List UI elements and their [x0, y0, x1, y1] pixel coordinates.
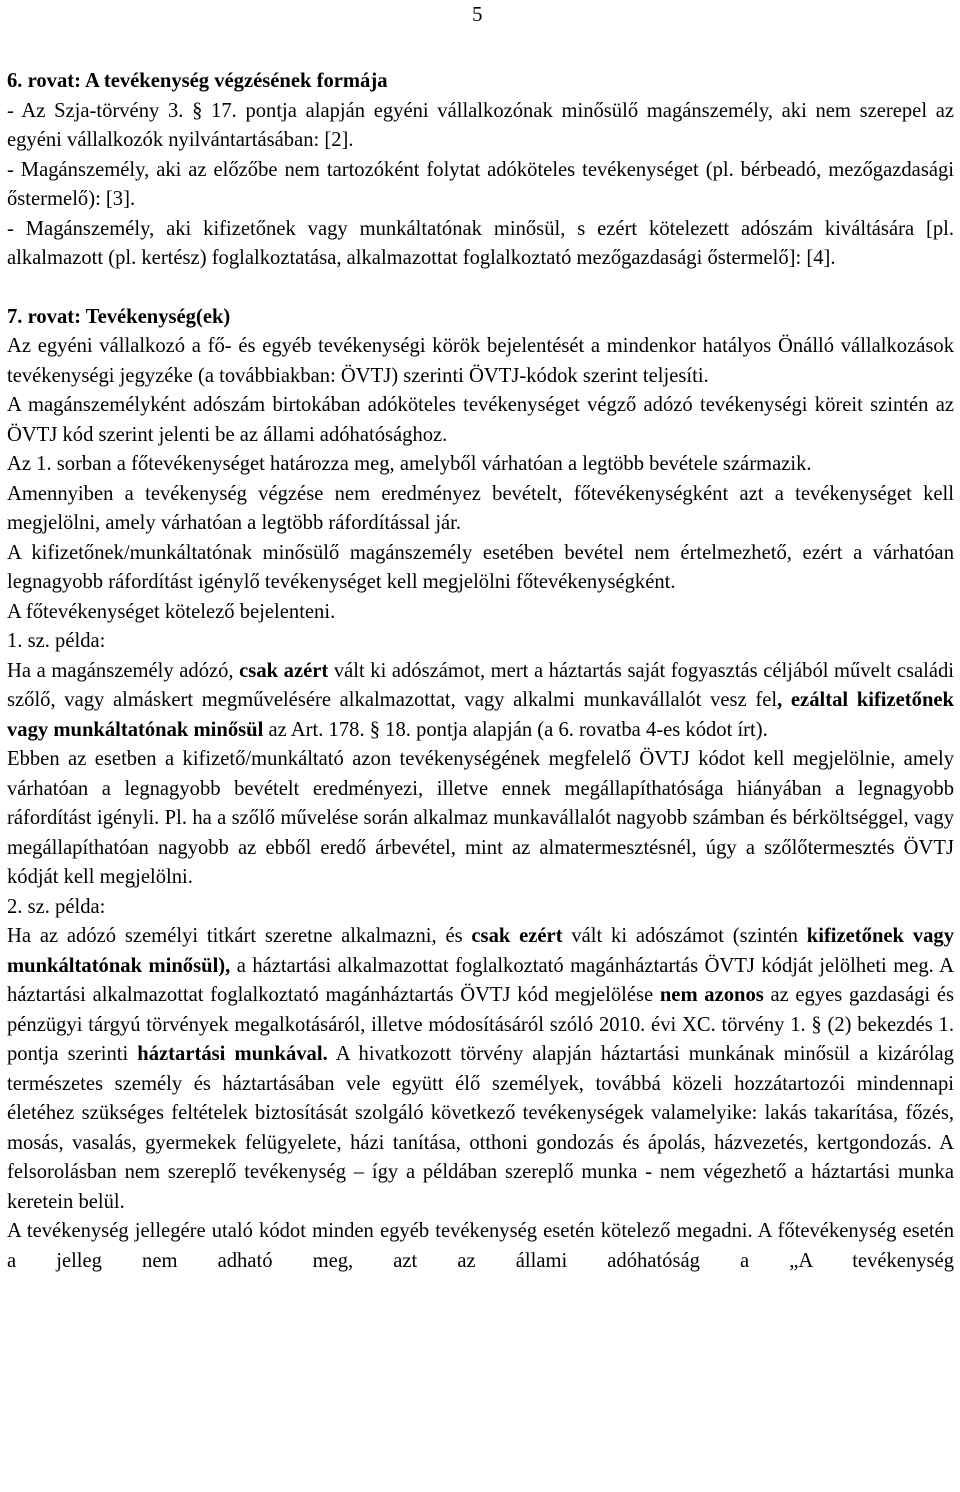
text-run: Ha az adózó személyi titkárt szeretne alkalmazni, és: [7, 925, 472, 947]
text-run: az Art. 178. § 18. pontja alapján (a 6. rovatba 4-es kódot írt).: [263, 718, 768, 741]
section-7: [7, 303, 954, 1277]
bold-text: csak azért: [239, 659, 329, 682]
section-7-paragraph: Az 1. sorban a főtevékenységet határozza meg, amelyből várhatóan a legtöbb bevétele származik.: [7, 453, 812, 475]
bold-text: nem azonos: [659, 984, 764, 1006]
section-7-paragraph: Amennyiben a tevékenység végzése nem eredményez bevételt, főtevékenységként azt a tevékenységet kell megjelölni, amely várhatóan a legtöbb ráfordítással jár.: [7, 482, 954, 534]
section-6-item: - Magánszemély, aki az előzőbe nem tartozóként folytat adóköteles tevékenységet (pl. bérbeadó, mezőgazdasági őstermelő): [3].: [7, 158, 954, 210]
page-number: 5: [472, 2, 483, 26]
bold-text: csak ezért: [471, 925, 563, 947]
section-7-heading: 7. rovat: Tevékenység(ek): [7, 305, 231, 328]
text-run: vált ki adószámot, mert a háztartás saját fogyasztás céljából művelt családi szőlő, vagy almáskert megművelésére alkalmazottat, vagy alkalmi munkavállalót vesz fel: [7, 659, 954, 711]
section-7-paragraph: Az egyéni vállalkozó a fő- és egyéb tevékenységi körök bejelentését a mindenkor hatályos Önálló vállalkozások tevékenységi jegyzéke (a továbbiakban: ÖVTJ) szerinti ÖVTJ-kódok szerint teljesíti.: [7, 335, 954, 387]
example-1-explanation: Ebben az esetben a kifizető/munkáltató azon tevékenységének megfelelő ÖVTJ kódot kell megjelölnie, amely várhatóan a legnagyobb bevételt eredményezi, illetve ennek megállapíthatósága hiányában a legnagyobb ráfordítást igényli. Pl. ha a szőlő művelése során alkalmaz munkavállalót nagyobb számban és bérköltséggel, vagy megállapíthatóan nagyobb az ebből eredő árbevétel, mint az almatermesztésnél, úgy a szőlőtermesztés ÖVTJ kódját kell megjelölni.: [7, 748, 954, 888]
section-6-item: - Az Szja-törvény 3. § 17. pontja alapján egyéni vállalkozónak minősülő magánszemély, aki nem szerepel az egyéni vállalkozók nyilvántartásában: [2].: [7, 99, 954, 151]
example-2-paragraph: [7, 922, 954, 1217]
text-run: A hivatkozott törvény alapján háztartási munkának minősül a kizárólag természetes személy és háztartásában vele együtt élő személyek, továbbá közeli hozzátartozói mindennapi életéhez szükséges feltételek biztosítását szolgáló következő tevékenységek valamelyike: lakás takarítása, főzés, mosás, vasalás, gyermekek felügyelete, házi tanítása, otthoni gondozás és ápolás, házvezetés, kertgondozás. A felsorolásban nem szereplő tevékenység – így a példában szereplő munka - nem végezhető a háztartási munka keretein belül.: [7, 1043, 954, 1213]
example-1-paragraph: [7, 657, 954, 746]
bold-text: háztartási munkával.: [137, 1043, 328, 1065]
example-2-label: 2. sz. példa:: [7, 895, 106, 918]
section-7-paragraph: A főtevékenységet kötelező bejelenteni.: [7, 600, 336, 623]
text-run: Ha a magánszemély adózó,: [7, 659, 240, 682]
text-run: a háztartási alkalmazottat foglalkoztató magánháztartás ÖVTJ kódját jelölheti meg. A háztartási alkalmazottat foglalkoztató magánháztartás ÖVTJ kód megjelölése: [7, 954, 954, 1006]
text-run: vált ki adószámot (szintén: [562, 925, 807, 947]
bold-text: kifizetőnek vagy munkáltatónak minősül),: [7, 925, 954, 977]
bold-text: , ezáltal kifizetőnek vagy munkáltatónak minősül: [7, 689, 955, 741]
section-6-item: - Magánszemély, aki kifizetőnek vagy munkáltatónak minősül, s ezért kötelezett adószám kiváltására [pl. alkalmazott (pl. kertész) foglalkoztatása, alkalmazottat foglalkoztató mezőgazdasági őstermelő]: [4].: [7, 217, 954, 269]
section-6-heading: 6. rovat: A tevékenység végzésének formája: [7, 70, 388, 92]
page-content: [7, 67, 954, 1276]
text-run: az egyes gazdasági és pénzügyi tárgyú törvények megalkotásáról, illetve módosításáról szóló 2010. évi XC. törvény 1. § (2) bekezdés 1. pontja szerinti: [7, 984, 954, 1065]
section-6: [7, 67, 954, 274]
example-2-closing-paragraph: A tevékenység jellegére utaló kódot minden egyéb tevékenység esetén kötelező megadni. A főtevékenység esetén a jelleg nem adható meg, azt az állami adóhatóság a „A tevékenység: [7, 1220, 954, 1272]
section-7-paragraph: A magánszemélyként adószám birtokában adóköteles tevékenységet végző adózó tevékenységi köreit szintén az ÖVTJ kód szerint jelenti be az állami adóhatósághoz.: [7, 394, 954, 446]
example-1-label: 1. sz. példa:: [7, 630, 106, 652]
section-7-paragraph: A kifizetőnek/munkáltatónak minősülő magánszemély esetében bevétel nem értelmezhető, ezért a várhatóan legnagyobb ráfordítást igénylő tevékenységet kell megjelölni főtevékenységként.: [7, 541, 954, 593]
